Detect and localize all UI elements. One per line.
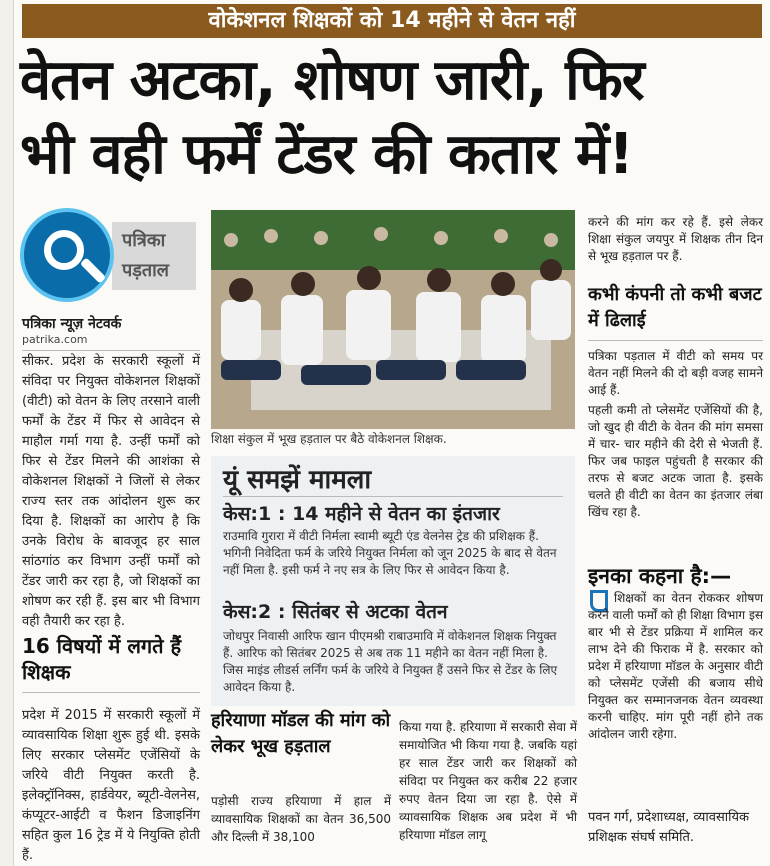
photo-caption: शिक्षा संकुल में भूख हड़ताल पर बैठे वोकेशनल शिक्षक.: [211, 432, 447, 446]
haryana-para-a: पड़ोसी राज्य हरियाणा में हाल में व्यावसायिक शिक्षकों का वेतन 36,500 और दिल्ली में 38,100: [211, 794, 391, 844]
quote-text: शिक्षकों का वेतन रोककर शोषण करने वाली फर्मों को ही शिक्षा विभाग इस बार भी से टेंडर प्रक्रिया में शामिल कर लाभ देने की फिराक में है. सरकार को प्रदेश में हरियाणा मॉडल के अनुसार वीटी को प्लेसमेंट एजेंसी की बजाय सीधे नियुक्त कर सम्मानजनक वेतन व्यवस्था करनी चाहिए. मांग पूरी नहीं होने तक आंदोलन जारी रहेगा.: [588, 591, 763, 741]
photo-illustration: [211, 210, 575, 429]
quote-title: इनका कहना है:—: [588, 564, 732, 588]
explainer-title: यूं समझें मामला: [223, 465, 372, 495]
haryana-para-b: किया गया है. हरियाणा में सरकारी सेवा में समायोजित भी किया गया है. जबकि यहां हर साल टेंडर जारी कर शिक्षकों को संविदा पर नियुक्त कर करीब 22 हजार रुपए वेतन दिया जा रहा है. ऐसे में व्यावसायिक शिक्षक अब प्रदेश में भी हरियाणा मॉडल लागू: [399, 720, 577, 842]
quote-signature: पवन गर्ग, प्रदेशाध्यक्ष, व्यावसायिक प्रशिक्षक संघर्ष समिति.: [588, 810, 750, 845]
left-subhead: 16 विषयों में लगते हैं शिक्षक: [22, 634, 182, 684]
right-para-3: पहली कमी तो प्लेसमेंट एजेंसियों की है, जो खुद ही वीटी के वेतन की मांग समसा में चार- चार महीने की देरी से भेजती हैं. फिर जब फाइल पहुंचती है सरकार की तरफ से बजट अटक जाता है. इसके चलते ही वीटी का वेतन का इंतजार लंबा खिंच रहा है.: [588, 403, 763, 519]
magnifier-icon: [20, 208, 114, 302]
divider: [223, 496, 563, 497]
badge-label-box: [112, 222, 196, 290]
byline: पत्रिका न्यूज़ नेटवर्क: [22, 316, 122, 332]
divider: [588, 340, 763, 341]
right-para-2: पत्रिका पड़ताल में वीटी को समय पर वेतन नहीं मिलने की दो बड़ी वजह सामने आई हैं.: [588, 349, 763, 397]
photo-hunger-strike: [211, 210, 575, 429]
patrika-padtal-badge: [20, 208, 200, 304]
badge-line-2: पड़ताल: [122, 260, 169, 281]
case-2-title: केस:2 : सितंबर से अटका वेतन: [223, 601, 448, 623]
badge-line-1: पत्रिका: [122, 230, 166, 251]
case-2-text: जोधपुर निवासी आरिफ खान पीएमश्री राबाउमावि में वोकेशनल शिक्षक नियुक्त हैं. आरिफ को सितंबर 2025 से अब तक 11 महीने का वेतन नहीं मिला है. जिस माइंड लीडर्स लर्निंग फर्म के जरिये वे नियुक्त हैं उसने फिर से टेंडर के लिए आवेदन किया है.: [223, 629, 558, 694]
page-edge-strip: [0, 0, 14, 866]
headline: [20, 44, 765, 192]
case-1-text: राउमावि गुरारा में वीटी निर्मला स्वामी ब्यूटी एंड वेलनेस ट्रेड की प्रशिक्षक हैं. भगिनी निवेदिता फर्म के जरिये नियुक्त निर्मला को जून 2025 के बाद से वेतन नहीं मिला है. इसी फर्म ने नए सत्र के लिए फिर से आवेदन किया है.: [223, 529, 557, 577]
kicker-banner: वोकेशनल शिक्षकों को 14 महीने से वेतन नहीं: [22, 4, 762, 38]
divider: [22, 350, 200, 351]
explainer-box: [211, 456, 575, 706]
right-subhead: कभी कंपनी तो कभी बजट में ढिलाई: [588, 284, 762, 331]
headline-line-2: भी वही फर्में टेंडर की कतार में!: [20, 122, 633, 187]
right-para-1: करने की मांग कर रहे हैं. इसे लेकर शिक्षा संकुल जयपुर में शिक्षक तीन दिन से भूख हड़ताल पर हैं.: [588, 215, 763, 263]
case-1-title: केस:1 : 14 महीने से वेतन का इंतजार: [223, 503, 500, 525]
divider: [22, 692, 200, 693]
headline-line-1: वेतन अटका, शोषण जारी, फिर: [20, 48, 644, 113]
left-para-2: प्रदेश में 2015 में सरकारी स्कूलों में व्यावसायिक शिक्षा शुरू हुई थी. इसके लिए सरकार प्लेसमेंट एजेंसियों के जरिये वीटी नियुक्त करती है. इलेक्ट्रॉनिक्स, हार्डवेयर, ब्यूटी-वेलनेस, कंप्यूटर-आईटी व फैशन डिजाइनिंग सहित कुल 16 ट्रेड में ये नियुक्ति होती हैं.: [22, 708, 200, 863]
byline-site: patrika.com: [22, 333, 88, 346]
haryana-subhead: हरियाणा मॉडल की मांग को लेकर भूख हड़ताल: [211, 710, 391, 757]
left-para-1: सीकर. प्रदेश के सरकारी स्कूलों में संविदा पर नियुक्त वोकेशनल शिक्षकों (वीटी) को वेतन के लिए तरसाने वाली फर्मों के टेंडर में फिर से आवेदन से माहौल गर्मा गया है. उन्हीं फर्मों को फिर से टेंडर मिलने की आशंका से वोकेशनल शिक्षकों ने जिलों से लेकर राज्य स्तर तक आंदोलन शुरू कर दिया है. शिक्षकों का आरोप है कि उनके विरोध के बावजूद हर साल सांठगांठ कर विभाग उन्हीं फर्मों को टेंडर जारी कर रहा है, जो शिक्षकों का शोषण कर रही हैं. इस बार भी विभाग वही तैयारी कर रहा है.: [22, 354, 200, 629]
